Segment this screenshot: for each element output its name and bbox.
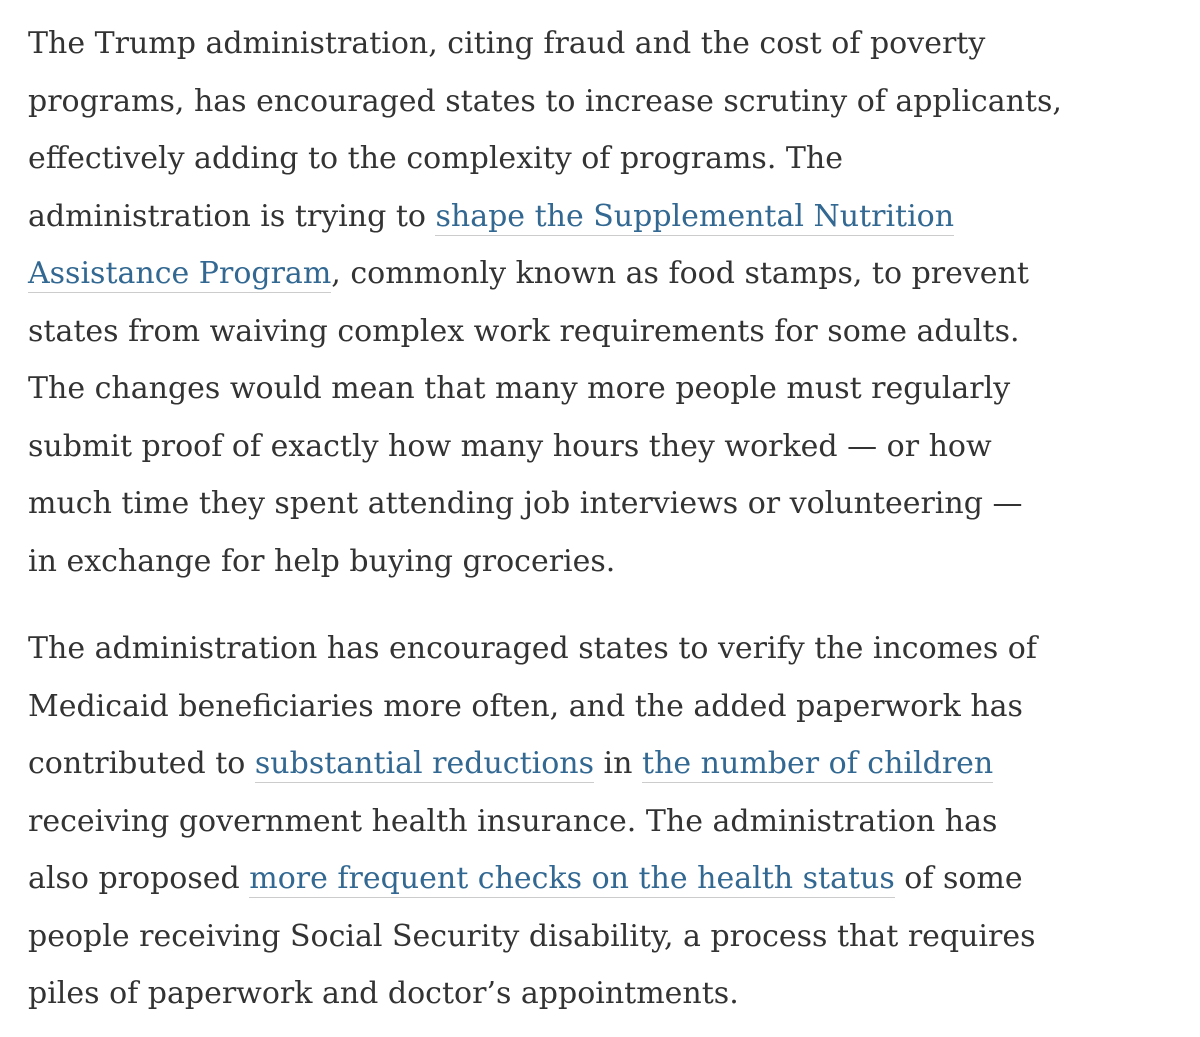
link-shape-snap[interactable]: shape the Supplemental Nutrition Assistance Program bbox=[28, 198, 955, 291]
paragraph-medicaid-verification bbox=[28, 620, 1180, 1023]
paragraph-snap-work-requirements bbox=[28, 15, 1180, 590]
link-substantial-reductions[interactable]: substantial reductions bbox=[254, 746, 595, 781]
paragraph-text: receiving government health insurance. The administration has also proposed bbox=[28, 803, 998, 896]
paragraph-text: in bbox=[594, 746, 643, 781]
paragraph-text: The administration has encouraged states to verify the incomes of Medicaid beneficiaries more often, and the added paperwork has contributed to bbox=[28, 631, 1037, 781]
link-number-of-children[interactable]: the number of children bbox=[642, 746, 994, 781]
link-health-status-checks[interactable]: more frequent checks on the health status bbox=[249, 861, 895, 896]
paragraph-text: The Trump administration, citing fraud and the cost of poverty programs, has encouraged states to increase scrutiny of applicants, effectively adding to the complexity of programs. The administration is trying to bbox=[28, 26, 1062, 234]
paragraph-text: , commonly known as food stamps, to prevent states from waiving complex work requirements for some adults. The changes would mean that many more people must regularly submit proof of exactly how many hours they worked — or how much time they spent attending job interviews or volunteering — in exchange for help buying groceries. bbox=[28, 256, 1029, 579]
paragraph-text: of some people receiving Social Security disability, a process that requires piles of paperwork and doctor’s appointments. bbox=[28, 861, 1036, 1011]
